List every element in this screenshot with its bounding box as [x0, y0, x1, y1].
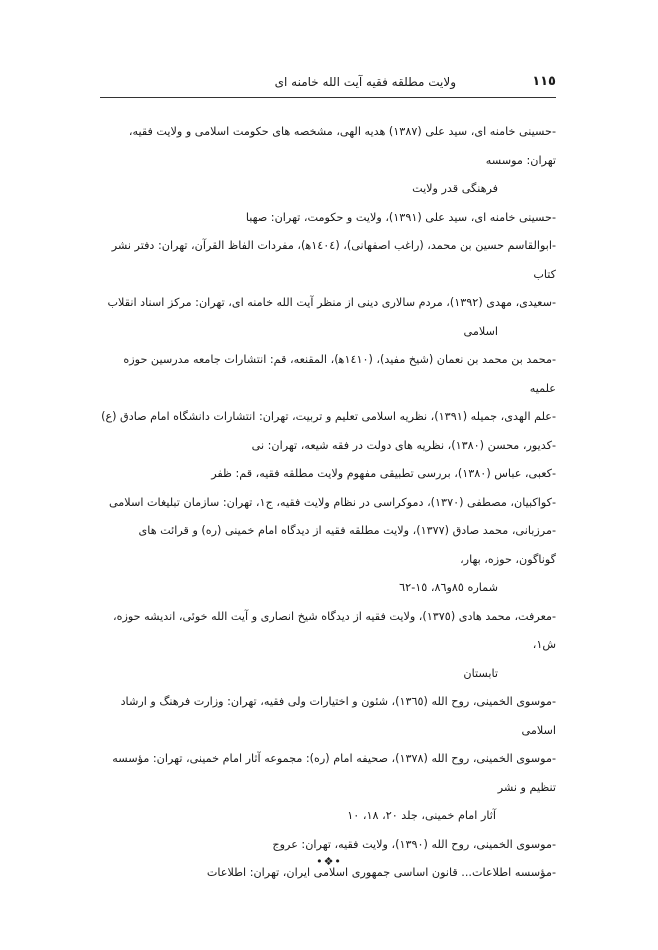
- entry-continuation: فرهنگی قدر ولایت: [412, 182, 498, 195]
- entry-continuation: تابستان: [463, 666, 498, 680]
- bibliography-entry: [100, 346, 556, 403]
- entry-text: -علم الهدی، جمیله (١٣٩١)، نظریه اسلامی تعلیم و تربیت، تهران: انتشارات دانشگاه امام صادق (ع): [101, 410, 556, 423]
- bibliography-entry: [100, 688, 556, 745]
- bibliography-entry: [100, 517, 556, 603]
- bibliography-entry: [100, 403, 556, 432]
- bibliography-entry: [100, 289, 556, 346]
- end-ornament: •❖•: [316, 855, 342, 868]
- entry-text: -کعبی، عباس (١٣٨٠)، بررسی تطبیقی مفهوم ولایت مطلقه فقیه، قم: ظفر: [211, 467, 556, 480]
- entry-text: -حسینی خامنه ای، سید علی (١٣٩١)، ولایت و حکومت، تهران: صهبا: [245, 210, 556, 224]
- entry-text: -موسوی الخمینی، روح الله (١٣٩٠)، ولایت فقیه، تهران: عروج: [272, 837, 556, 851]
- entry-text: -مؤسسه اطلاعات... قانون اساسی جمهوری اسلامی ایران، تهران: اطلاعات: [206, 866, 556, 879]
- bibliography-entry: [100, 232, 556, 289]
- entry-text: -حسینی خامنه ای، سید علی (١٣٨٧) هدیه الهی، مشخصه های حکومت اسلامی و ولایت فقیه، تهران: موسسه: [128, 125, 556, 167]
- bibliography-entry: [100, 745, 556, 831]
- entry-text: -موسوی الخمینی، روح الله (١٣٧٨)، صحیفه امام (ره): مجموعه آثار امام خمینی، تهران: مؤسسه تنظیم و نشر: [112, 752, 556, 794]
- bibliography-entry: [100, 603, 556, 689]
- bibliography-entry: [100, 460, 556, 489]
- entry-continuation: آثار امام خمینی، جلد ٢٠، ١٨، ١٠: [347, 809, 496, 822]
- entry-text: -کدیور، محسن (١٣٨٠)، نظریه های دولت در فقه شیعه، تهران: نی: [251, 438, 556, 452]
- entry-text: -کواکبیان، مصطفی (١٣٧٠)، دموکراسی در نظام ولایت فقیه، ج١، تهران: سازمان تبلیغات اسلامی: [108, 495, 556, 509]
- entry-text: -سعیدی، مهدی (١٣٩٢)، مردم سالاری دینی از منظر آیت الله خامنه ای، تهران: مرکز اسناد انقلاب: [107, 296, 556, 309]
- entry-text: -معرفت، محمد هادی (١٣٧٥)، ولایت فقیه از دیدگاه شیخ انصاری و آیت الله خوئی، اندیشه حوزه، ش١،: [112, 609, 556, 651]
- entry-text: -موسوی الخمینی، روح الله (١٣٦٥)، شئون و اختیارات ولی فقیه، تهران: وزارت فرهنگ و ارشاد اسلامی: [120, 695, 556, 737]
- page-header: [100, 70, 556, 94]
- entry-continuation: اسلامی: [463, 324, 498, 338]
- page-number: ١١٥: [532, 74, 556, 89]
- entry-text: -ابوالقاسم حسین بن محمد، (راغب اصفهانی)، (١٤٠٤ﻫ)، مفردات الفاظ القرآن، تهران: دفتر نشر کتاب: [111, 239, 556, 281]
- entry-text: -مرزبانی، محمد صادق (١٣٧٧)، ولایت مطلقه فقیه از دیدگاه امام خمینی (ره) و قرائت های گوناگون، حوزه، بهار،: [138, 524, 556, 566]
- bibliography-entry: [100, 204, 556, 233]
- header-rule: [100, 97, 556, 98]
- running-title: ولایت مطلقه فقیه آیت الله خامنه ای: [274, 75, 456, 89]
- bibliography-entry: [100, 118, 556, 204]
- bibliography-entry: [100, 432, 556, 461]
- bibliography-entry: [100, 489, 556, 518]
- bibliography-list: [100, 118, 556, 888]
- entry-continuation: شماره ٨٥و٨٦، ١٥-٦٢: [399, 581, 498, 594]
- entry-text: -محمد بن محمد بن نعمان (شیخ مفید)، (١٤١٠ﻫ)، المقنعه، قم: انتشارات جامعه مدرسین حوزه علمیه: [123, 353, 556, 395]
